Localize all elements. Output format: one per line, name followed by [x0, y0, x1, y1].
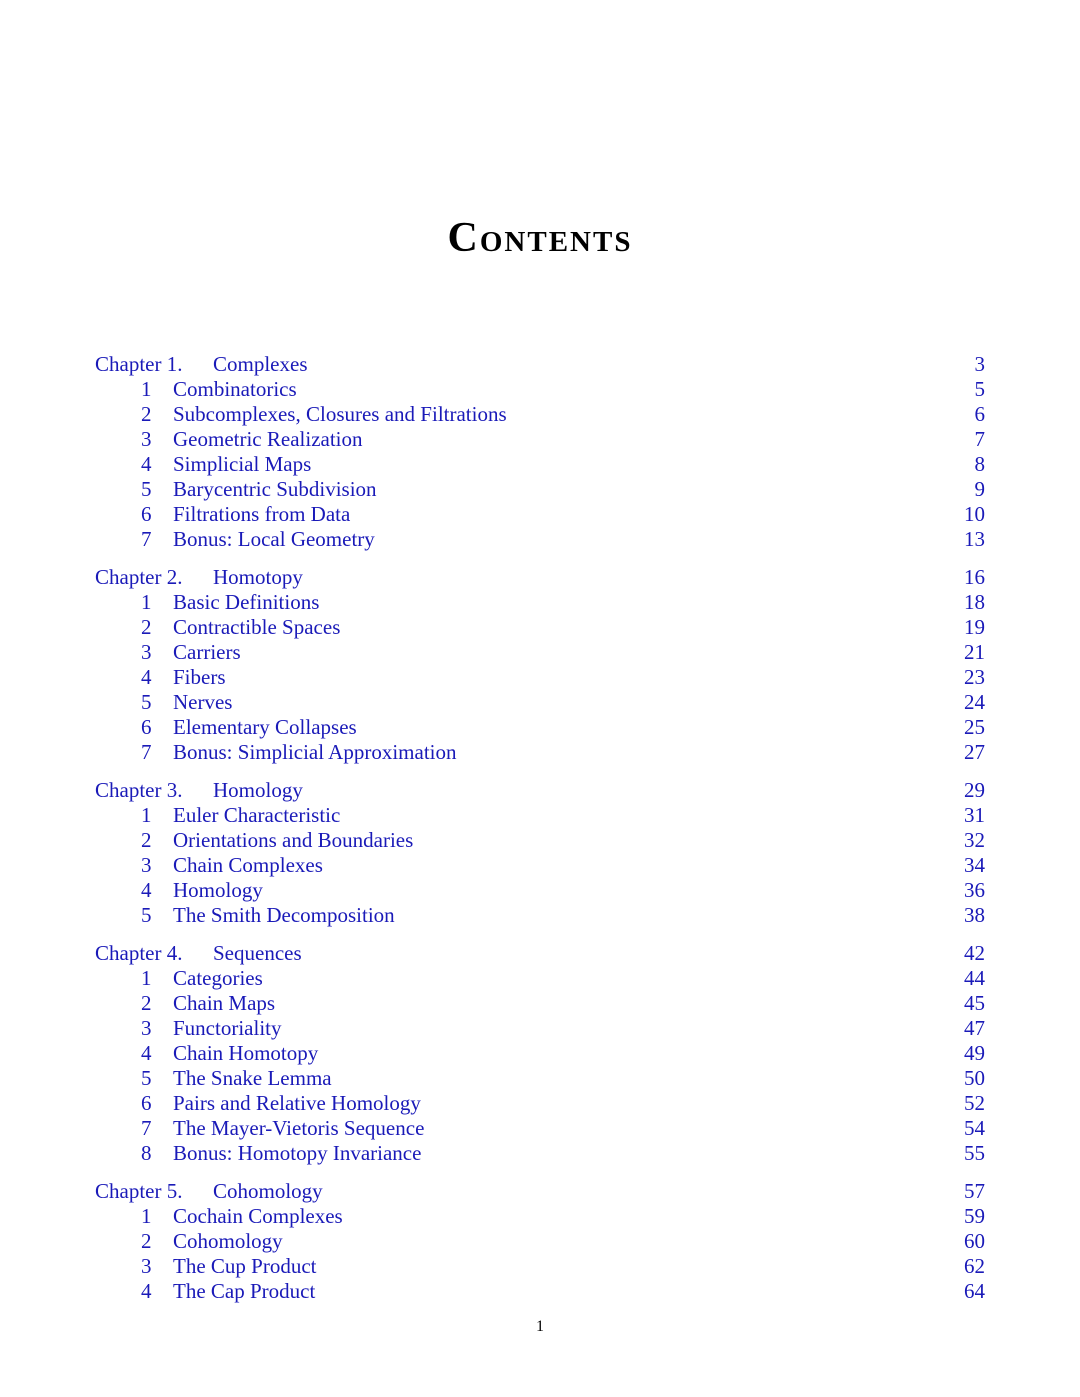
toc-section-entry[interactable]	[95, 878, 985, 903]
chapter-label[interactable]: Chapter 2.	[95, 565, 183, 589]
section-page-number[interactable]: 10	[964, 502, 985, 526]
section-number[interactable]: 1	[141, 590, 152, 614]
chapter-title-link[interactable]: Homotopy	[213, 565, 303, 589]
toc-section-entry[interactable]	[95, 590, 985, 615]
section-page-number[interactable]: 19	[964, 615, 985, 639]
toc-section-entry[interactable]	[95, 803, 985, 828]
chapter-label[interactable]: Chapter 3.	[95, 778, 183, 802]
section-number[interactable]: 7	[141, 1116, 152, 1140]
toc-chapter-entry[interactable]	[95, 352, 985, 377]
section-number[interactable]: 8	[141, 1141, 152, 1165]
section-number[interactable]: 5	[141, 690, 152, 714]
section-page-number[interactable]: 62	[964, 1254, 985, 1278]
page-number: 1	[536, 1318, 544, 1335]
section-number[interactable]: 1	[141, 803, 152, 827]
toc-section-entry[interactable]	[95, 715, 985, 740]
section-number[interactable]: 4	[141, 1041, 152, 1065]
section-page-number[interactable]: 13	[964, 527, 985, 551]
section-title-link[interactable]: Categories	[173, 966, 263, 990]
section-number[interactable]: 2	[141, 402, 152, 426]
toc-section-entry[interactable]	[95, 1066, 985, 1091]
toc-section-entry[interactable]	[95, 452, 985, 477]
toc-section-entry[interactable]	[95, 991, 985, 1016]
section-number[interactable]: 4	[141, 452, 152, 476]
section-title-link[interactable]: Fibers	[173, 665, 226, 689]
toc-section-entry[interactable]	[95, 690, 985, 715]
section-number[interactable]: 5	[141, 1066, 152, 1090]
chapter-title-link[interactable]: Complexes	[213, 352, 308, 376]
section-number[interactable]: 2	[141, 615, 152, 639]
section-title-link[interactable]: Contractible Spaces	[173, 615, 341, 639]
section-number[interactable]: 4	[141, 665, 152, 689]
section-page-number[interactable]: 7	[974, 427, 985, 451]
section-number[interactable]: 6	[141, 1091, 152, 1115]
section-page-number[interactable]: 27	[964, 740, 985, 764]
section-title-link[interactable]: Simplicial Maps	[173, 452, 312, 476]
section-title-link[interactable]: Chain Maps	[173, 991, 276, 1015]
section-page-number[interactable]: 9	[974, 477, 985, 501]
section-number[interactable]: 5	[141, 477, 152, 501]
section-page-number[interactable]: 5	[974, 377, 985, 401]
toc-section-entry[interactable]	[95, 427, 985, 452]
section-title-link[interactable]: Bonus: Simplicial Approximation	[173, 740, 457, 764]
section-page-number[interactable]: 52	[964, 1091, 985, 1115]
toc-section-entry[interactable]	[95, 615, 985, 640]
section-number[interactable]: 2	[141, 828, 152, 852]
section-number[interactable]: 1	[141, 1204, 152, 1228]
section-page-number[interactable]: 23	[964, 665, 985, 689]
toc-section-entry[interactable]	[95, 1254, 985, 1279]
section-page-number[interactable]: 50	[964, 1066, 985, 1090]
section-title-link[interactable]: The Cup Product	[173, 1254, 317, 1278]
section-title-link[interactable]: The Mayer-Vietoris Sequence	[173, 1116, 425, 1140]
section-title-link[interactable]: Bonus: Homotopy Invariance	[173, 1141, 422, 1165]
section-title-link[interactable]: Carriers	[173, 640, 241, 664]
chapter-page-number[interactable]: 29	[964, 778, 985, 802]
section-title-link[interactable]: Bonus: Local Geometry	[173, 527, 375, 551]
section-page-number[interactable]: 44	[964, 966, 985, 990]
section-number[interactable]: 3	[141, 1254, 152, 1278]
chapter-title-link[interactable]: Homology	[213, 778, 303, 802]
toc-section-entry[interactable]	[95, 1116, 985, 1141]
toc-section-entry[interactable]	[95, 1141, 985, 1166]
section-page-number[interactable]: 64	[964, 1279, 985, 1303]
section-number[interactable]: 7	[141, 740, 152, 764]
chapter-page-number[interactable]: 57	[964, 1179, 985, 1203]
chapter-label[interactable]: Chapter 5.	[95, 1179, 183, 1203]
section-number[interactable]: 1	[141, 377, 152, 401]
section-page-number[interactable]: 24	[964, 690, 985, 714]
section-page-number[interactable]: 31	[964, 803, 985, 827]
chapter-label[interactable]: Chapter 1.	[95, 352, 183, 376]
toc-chapter-entry[interactable]	[95, 778, 985, 803]
toc-section-entry[interactable]	[95, 527, 985, 552]
toc-section-entry[interactable]	[95, 1279, 985, 1304]
toc-section-entry[interactable]	[95, 903, 985, 928]
section-title-link[interactable]: Elementary Collapses	[173, 715, 357, 739]
section-number[interactable]: 5	[141, 903, 152, 927]
section-page-number[interactable]: 6	[974, 402, 985, 426]
section-number[interactable]: 7	[141, 527, 152, 551]
section-page-number[interactable]: 55	[964, 1141, 985, 1165]
section-page-number[interactable]: 25	[964, 715, 985, 739]
chapter-title-link[interactable]: Cohomology	[213, 1179, 323, 1203]
toc-chapter-block	[95, 941, 985, 1166]
toc-chapter-entry[interactable]	[95, 565, 985, 590]
section-number[interactable]: 3	[141, 1016, 152, 1040]
chapter-title-link[interactable]: Sequences	[213, 941, 302, 965]
section-number[interactable]: 2	[141, 1229, 152, 1253]
section-title-link[interactable]: Combinatorics	[173, 377, 297, 401]
toc-section-entry[interactable]	[95, 502, 985, 527]
section-page-number[interactable]: 49	[964, 1041, 985, 1065]
section-title-link[interactable]: Barycentric Subdivision	[173, 477, 377, 501]
section-title-link[interactable]: Chain Complexes	[173, 853, 323, 877]
section-title-link[interactable]: Subcomplexes, Closures and Filtrations	[173, 402, 507, 426]
section-page-number[interactable]: 54	[964, 1116, 985, 1140]
section-title-link[interactable]: Chain Homotopy	[173, 1041, 319, 1065]
toc-chapter-entry[interactable]	[95, 1179, 985, 1204]
section-title-link[interactable]: The Cap Product	[173, 1279, 316, 1303]
toc-section-entry[interactable]	[95, 1016, 985, 1041]
section-page-number[interactable]: 32	[964, 828, 985, 852]
section-title-link[interactable]: Homology	[173, 878, 263, 902]
section-number[interactable]: 3	[141, 853, 152, 877]
page-title: Contents	[447, 215, 633, 261]
section-number[interactable]: 4	[141, 878, 152, 902]
section-title-link[interactable]: Nerves	[173, 690, 233, 714]
toc-section-entry[interactable]	[95, 1204, 985, 1229]
section-title-link[interactable]: Euler Characteristic	[173, 803, 341, 827]
section-number[interactable]: 1	[141, 966, 152, 990]
section-title-link[interactable]: Pairs and Relative Homology	[173, 1091, 421, 1115]
section-page-number[interactable]: 47	[964, 1016, 985, 1040]
toc-section-entry[interactable]	[95, 1091, 985, 1116]
section-title-link[interactable]: Filtrations from Data	[173, 502, 351, 526]
section-title-link[interactable]: Functoriality	[173, 1016, 282, 1040]
toc-chapter-entry[interactable]	[95, 941, 985, 966]
toc-section-entry[interactable]	[95, 1041, 985, 1066]
toc-section-entry[interactable]	[95, 640, 985, 665]
section-number[interactable]: 2	[141, 991, 152, 1015]
section-page-number[interactable]: 38	[964, 903, 985, 927]
toc-chapter-block	[95, 1179, 985, 1304]
section-page-number[interactable]: 18	[964, 590, 985, 614]
section-number[interactable]: 6	[141, 715, 152, 739]
toc-chapter-block	[95, 778, 985, 928]
toc-section-entry[interactable]	[95, 966, 985, 991]
section-title-link[interactable]: Cohomology	[173, 1229, 283, 1253]
section-title-link[interactable]: Orientations and Boundaries	[173, 828, 414, 852]
section-title-link[interactable]: Basic Definitions	[173, 590, 320, 614]
section-page-number[interactable]: 8	[974, 452, 985, 476]
toc-section-entry[interactable]	[95, 477, 985, 502]
toc-section-entry[interactable]	[95, 377, 985, 402]
toc-section-entry[interactable]	[95, 828, 985, 853]
section-number[interactable]: 3	[141, 427, 152, 451]
section-page-number[interactable]: 60	[964, 1229, 985, 1253]
toc-section-entry[interactable]	[95, 1229, 985, 1254]
section-title-link[interactable]: The Smith Decomposition	[173, 903, 395, 927]
toc-section-entry[interactable]	[95, 740, 985, 765]
section-number[interactable]: 4	[141, 1279, 152, 1303]
section-page-number[interactable]: 21	[964, 640, 985, 664]
toc-chapter-block	[95, 565, 985, 765]
chapter-label[interactable]: Chapter 4.	[95, 941, 183, 965]
section-number[interactable]: 3	[141, 640, 152, 664]
chapter-page-number[interactable]: 3	[974, 352, 985, 376]
section-page-number[interactable]: 59	[964, 1204, 985, 1228]
section-title-link[interactable]: The Snake Lemma	[173, 1066, 332, 1090]
toc-section-entry[interactable]	[95, 853, 985, 878]
chapter-page-number[interactable]: 16	[964, 565, 985, 589]
section-page-number[interactable]: 34	[964, 853, 985, 877]
toc-section-entry[interactable]	[95, 402, 985, 427]
toc-section-entry[interactable]	[95, 665, 985, 690]
section-title-link[interactable]: Geometric Realization	[173, 427, 363, 451]
chapter-page-number[interactable]: 42	[964, 941, 985, 965]
toc-chapter-block	[95, 352, 985, 552]
section-page-number[interactable]: 45	[964, 991, 985, 1015]
table-of-contents	[95, 352, 985, 1317]
section-title-link[interactable]: Cochain Complexes	[173, 1204, 343, 1228]
section-number[interactable]: 6	[141, 502, 152, 526]
section-page-number[interactable]: 36	[964, 878, 985, 902]
